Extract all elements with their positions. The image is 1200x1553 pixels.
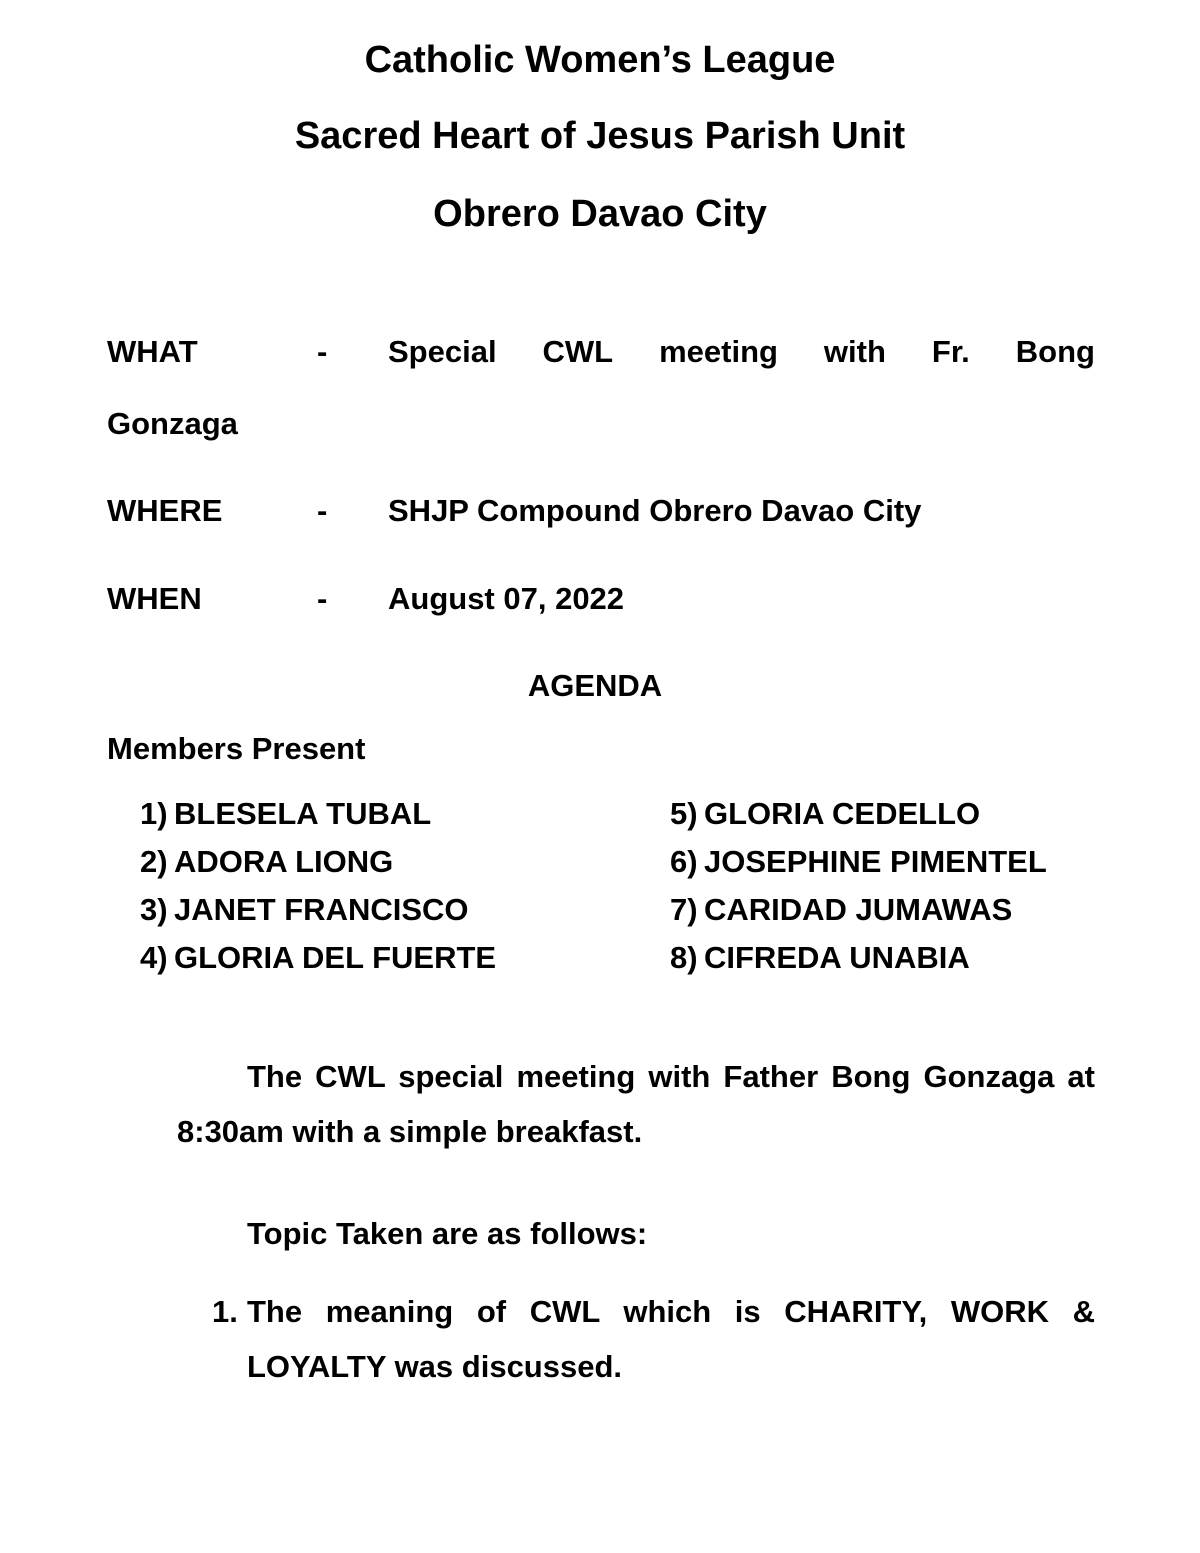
- member-item: [670, 890, 1047, 938]
- member-name: CIFREDA UNABIA: [704, 940, 970, 975]
- when-dash: -: [317, 581, 328, 616]
- meeting-summary-paragraph: The CWL special meeting with Father Bong Gonzaga at 8:30am with a simple breakfast.: [177, 1059, 1095, 1149]
- member-item: [140, 938, 496, 986]
- when-value: August 07, 2022: [388, 581, 625, 616]
- members-heading: Members Present: [107, 731, 366, 766]
- member-number: 4): [140, 940, 168, 975]
- members-list-right: [670, 794, 1047, 986]
- what-value: [388, 332, 1095, 372]
- when-row: [107, 579, 1095, 619]
- what-word: Bong: [1015, 334, 1095, 369]
- member-item: [670, 842, 1047, 890]
- member-item: [670, 794, 1047, 842]
- member-item: [140, 890, 496, 938]
- member-item: [670, 938, 1047, 986]
- member-number: 2): [140, 844, 168, 879]
- what-word: meeting: [659, 334, 778, 369]
- member-name: JOSEPHINE PIMENTEL: [704, 844, 1047, 879]
- what-row: [107, 332, 1095, 372]
- agenda-title: AGENDA: [527, 668, 663, 703]
- member-number: 7): [670, 892, 698, 927]
- member-item: [140, 794, 496, 842]
- what-dash: -: [317, 334, 328, 369]
- member-number: 1): [140, 796, 168, 831]
- member-item: [140, 842, 496, 890]
- member-number: 6): [670, 844, 698, 879]
- what-word: CWL: [542, 334, 614, 369]
- what-value-continuation: Gonzaga: [107, 406, 238, 441]
- when-label: WHEN: [107, 581, 202, 616]
- topics-intro: Topic Taken are as follows:: [247, 1216, 648, 1251]
- member-name: BLESELA TUBAL: [174, 796, 432, 831]
- topic-text: The meaning of CWL which is CHARITY, WORK & LOYALTY was discussed.: [247, 1294, 1095, 1384]
- member-number: 8): [670, 940, 698, 975]
- member-name: CARIDAD JUMAWAS: [704, 892, 1013, 927]
- where-dash: -: [317, 493, 328, 528]
- member-name: JANET FRANCISCO: [174, 892, 469, 927]
- where-row: [107, 491, 1095, 531]
- where-label: WHERE: [107, 493, 223, 528]
- member-name: ADORA LIONG: [174, 844, 394, 879]
- parish-unit: Sacred Heart of Jesus Parish Unit: [294, 115, 906, 157]
- members-list-left: [140, 794, 496, 986]
- member-number: 3): [140, 892, 168, 927]
- what-word: with: [823, 334, 886, 369]
- member-name: GLORIA DEL FUERTE: [174, 940, 497, 975]
- member-name: GLORIA CEDELLO: [704, 796, 981, 831]
- topic-number: 1.: [212, 1294, 238, 1329]
- location: Obrero Davao City: [433, 193, 767, 235]
- what-label: WHAT: [107, 334, 198, 369]
- what-word: Fr.: [931, 334, 970, 369]
- org-name: Catholic Women’s League: [364, 39, 836, 81]
- member-number: 5): [670, 796, 698, 831]
- where-value: SHJP Compound Obrero Davao City: [388, 493, 922, 528]
- what-word: Special: [388, 334, 497, 369]
